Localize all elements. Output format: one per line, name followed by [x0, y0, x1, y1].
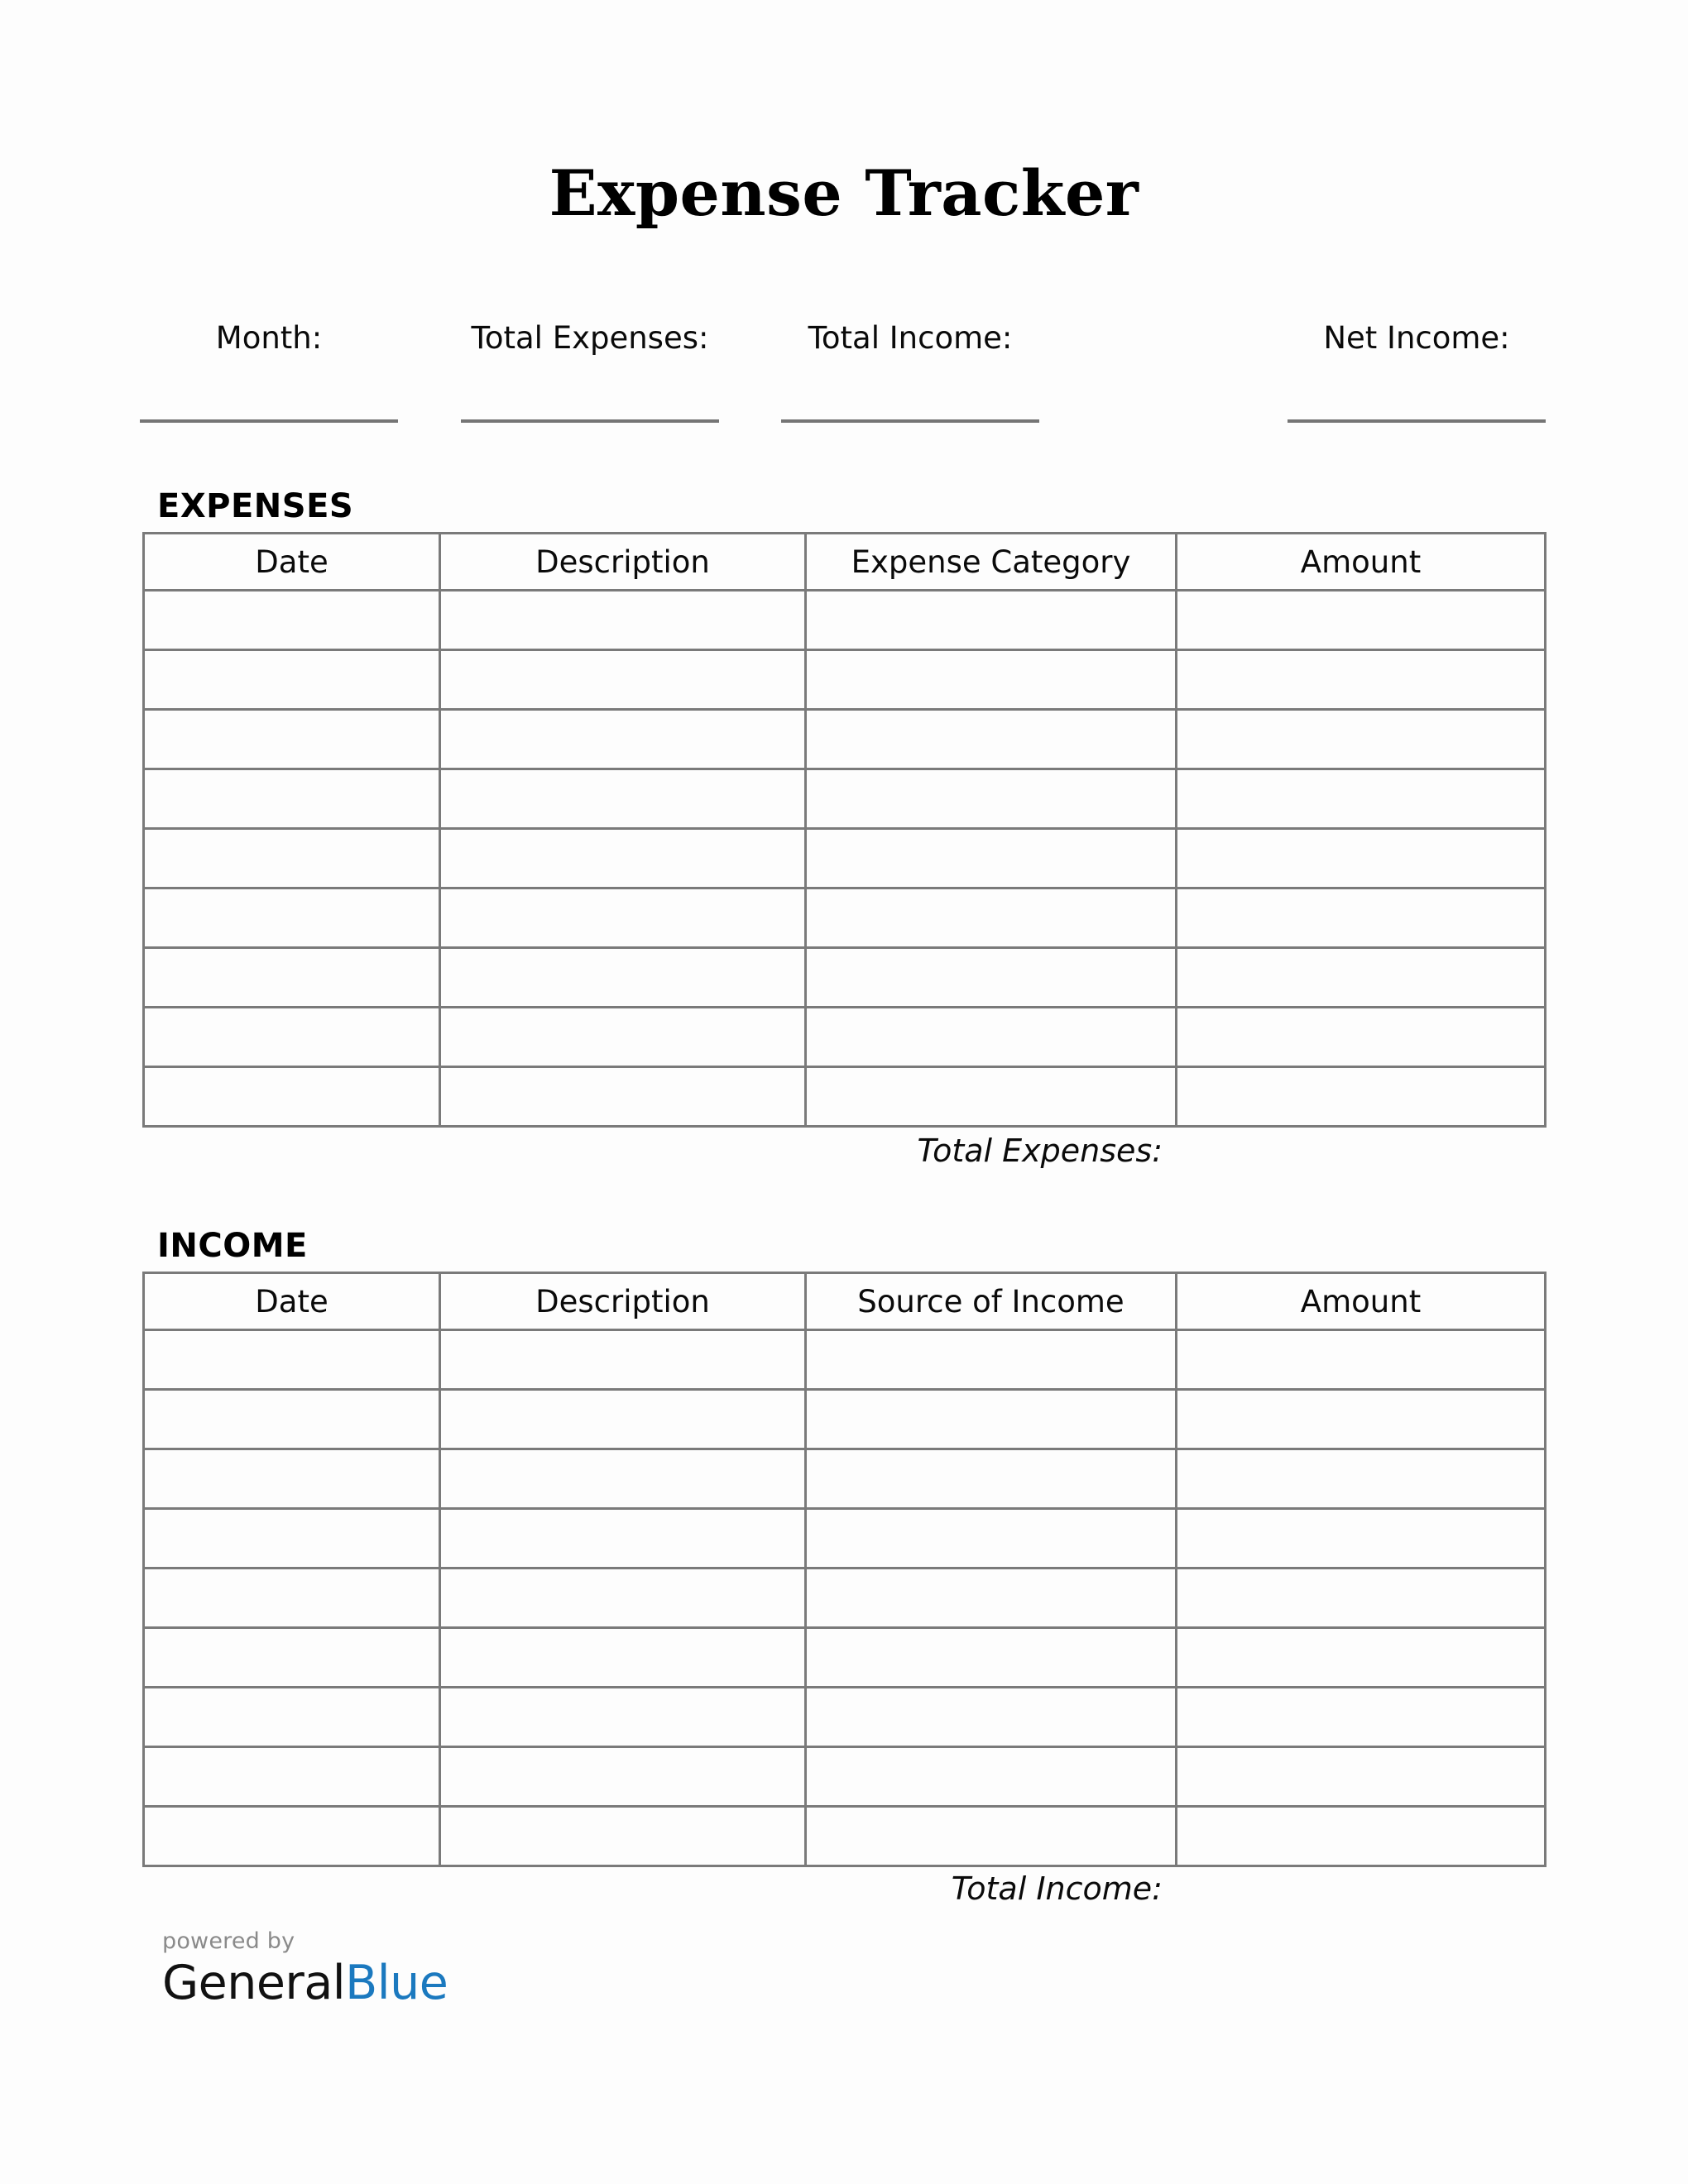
income-total-label: Total Income:	[951, 1870, 1163, 1907]
summary-field-total-expenses	[461, 319, 719, 427]
expense-cell[interactable]	[440, 710, 806, 769]
expenses-table-body	[144, 591, 1546, 1127]
income-cell[interactable]	[144, 1449, 440, 1509]
table-row	[144, 591, 1546, 650]
income-cell[interactable]	[144, 1569, 440, 1628]
expense-cell[interactable]	[806, 1067, 1177, 1127]
expenses-col-category: Expense Category	[806, 534, 1177, 591]
summary-fields	[140, 319, 1546, 427]
expense-cell[interactable]	[144, 710, 440, 769]
expense-cell[interactable]	[144, 650, 440, 710]
total-income-label: Total Income:	[808, 320, 1013, 356]
income-cell[interactable]	[806, 1628, 1177, 1688]
expenses-section-label: EXPENSES	[157, 487, 354, 525]
expense-cell[interactable]	[440, 769, 806, 829]
net-income-input-line[interactable]	[1288, 419, 1546, 423]
expense-cell[interactable]	[806, 829, 1177, 888]
income-cell[interactable]	[806, 1569, 1177, 1628]
income-table-body	[144, 1330, 1546, 1866]
expense-cell[interactable]	[144, 591, 440, 650]
expenses-col-date: Date	[144, 534, 440, 591]
income-cell[interactable]	[1177, 1449, 1546, 1509]
income-cell[interactable]	[144, 1330, 440, 1390]
generalblue-logo	[162, 1928, 659, 2010]
income-cell[interactable]	[144, 1628, 440, 1688]
brand-name-general: General	[162, 1956, 346, 2010]
summary-field-net-income	[1288, 319, 1546, 427]
expense-cell[interactable]	[1177, 710, 1546, 769]
expense-cell[interactable]	[806, 650, 1177, 710]
summary-field-total-income	[781, 319, 1039, 427]
expense-cell[interactable]	[440, 948, 806, 1008]
income-cell[interactable]	[1177, 1569, 1546, 1628]
month-input-line[interactable]	[140, 419, 398, 423]
table-row	[144, 710, 1546, 769]
income-cell[interactable]	[806, 1747, 1177, 1807]
expense-cell[interactable]	[1177, 888, 1546, 948]
income-cell[interactable]	[144, 1390, 440, 1449]
table-row	[144, 948, 1546, 1008]
income-cell[interactable]	[144, 1747, 440, 1807]
table-row	[144, 1628, 1546, 1688]
total-income-input-line[interactable]	[781, 419, 1039, 423]
table-row	[144, 1449, 1546, 1509]
brand-wordmark	[162, 1956, 659, 2010]
table-row	[144, 650, 1546, 710]
table-row	[144, 888, 1546, 948]
expense-cell[interactable]	[1177, 948, 1546, 1008]
expenses-total-label: Total Expenses:	[917, 1133, 1163, 1169]
income-cell[interactable]	[806, 1688, 1177, 1747]
expense-cell[interactable]	[144, 1067, 440, 1127]
income-cell[interactable]	[1177, 1330, 1546, 1390]
expense-cell[interactable]	[144, 948, 440, 1008]
income-cell[interactable]	[440, 1688, 806, 1747]
brand-name-blue: Blue	[345, 1956, 448, 2010]
table-row	[144, 1067, 1546, 1127]
expenses-table	[142, 532, 1547, 1128]
table-row	[144, 769, 1546, 829]
income-cell[interactable]	[440, 1807, 806, 1866]
expenses-table-header-row	[144, 534, 1546, 591]
income-cell[interactable]	[440, 1569, 806, 1628]
income-table	[142, 1272, 1547, 1867]
table-row	[144, 1390, 1546, 1449]
income-col-description: Description	[440, 1273, 806, 1330]
income-cell[interactable]	[144, 1688, 440, 1747]
table-row	[144, 829, 1546, 888]
expenses-col-amount: Amount	[1177, 534, 1546, 591]
income-cell[interactable]	[806, 1449, 1177, 1509]
income-cell[interactable]	[440, 1628, 806, 1688]
expense-cell[interactable]	[806, 948, 1177, 1008]
income-section-label: INCOME	[157, 1227, 308, 1265]
total-expenses-label: Total Expenses:	[471, 320, 709, 356]
table-row	[144, 1747, 1546, 1807]
table-row	[144, 1008, 1546, 1067]
income-cell[interactable]	[144, 1509, 440, 1569]
income-cell[interactable]	[440, 1330, 806, 1390]
income-cell[interactable]	[1177, 1747, 1546, 1807]
income-cell[interactable]	[1177, 1807, 1546, 1866]
expense-cell[interactable]	[144, 888, 440, 948]
expense-cell[interactable]	[806, 888, 1177, 948]
powered-by-text: powered by	[162, 1928, 295, 1954]
expense-cell[interactable]	[1177, 1067, 1546, 1127]
table-row	[144, 1569, 1546, 1628]
net-income-label: Net Income:	[1323, 320, 1510, 356]
table-row	[144, 1807, 1546, 1866]
income-cell[interactable]	[806, 1807, 1177, 1866]
income-col-amount: Amount	[1177, 1273, 1546, 1330]
income-cell[interactable]	[1177, 1688, 1546, 1747]
income-col-source: Source of Income	[806, 1273, 1177, 1330]
expense-cell[interactable]	[144, 769, 440, 829]
expense-cell[interactable]	[806, 591, 1177, 650]
total-expenses-input-line[interactable]	[461, 419, 719, 423]
expense-cell[interactable]	[440, 1008, 806, 1067]
expense-cell[interactable]	[1177, 650, 1546, 710]
income-cell[interactable]	[440, 1509, 806, 1569]
expense-cell[interactable]	[440, 591, 806, 650]
summary-field-month	[140, 319, 398, 427]
expense-cell[interactable]	[440, 888, 806, 948]
income-cell[interactable]	[1177, 1509, 1546, 1569]
income-cell[interactable]	[440, 1747, 806, 1807]
income-cell[interactable]	[1177, 1390, 1546, 1449]
income-cell[interactable]	[440, 1449, 806, 1509]
income-cell[interactable]	[440, 1390, 806, 1449]
income-cell[interactable]	[806, 1390, 1177, 1449]
expense-cell[interactable]	[1177, 591, 1546, 650]
table-row	[144, 1330, 1546, 1390]
expense-cell[interactable]	[806, 1008, 1177, 1067]
income-cell[interactable]	[144, 1807, 440, 1866]
income-cell[interactable]	[1177, 1628, 1546, 1688]
income-col-date: Date	[144, 1273, 440, 1330]
income-cell[interactable]	[806, 1509, 1177, 1569]
expense-cell[interactable]	[806, 710, 1177, 769]
income-cell[interactable]	[806, 1330, 1177, 1390]
page-title: Expense Tracker	[549, 156, 1139, 230]
month-label: Month:	[215, 320, 323, 356]
expense-cell[interactable]	[440, 829, 806, 888]
expense-cell[interactable]	[1177, 769, 1546, 829]
table-row	[144, 1509, 1546, 1569]
expense-cell[interactable]	[144, 829, 440, 888]
expense-cell[interactable]	[1177, 1008, 1546, 1067]
table-row	[144, 1688, 1546, 1747]
expense-cell[interactable]	[806, 769, 1177, 829]
expense-cell[interactable]	[440, 650, 806, 710]
expense-cell[interactable]	[144, 1008, 440, 1067]
expenses-col-description: Description	[440, 534, 806, 591]
expense-cell[interactable]	[1177, 829, 1546, 888]
expense-cell[interactable]	[440, 1067, 806, 1127]
income-table-header-row	[144, 1273, 1546, 1330]
